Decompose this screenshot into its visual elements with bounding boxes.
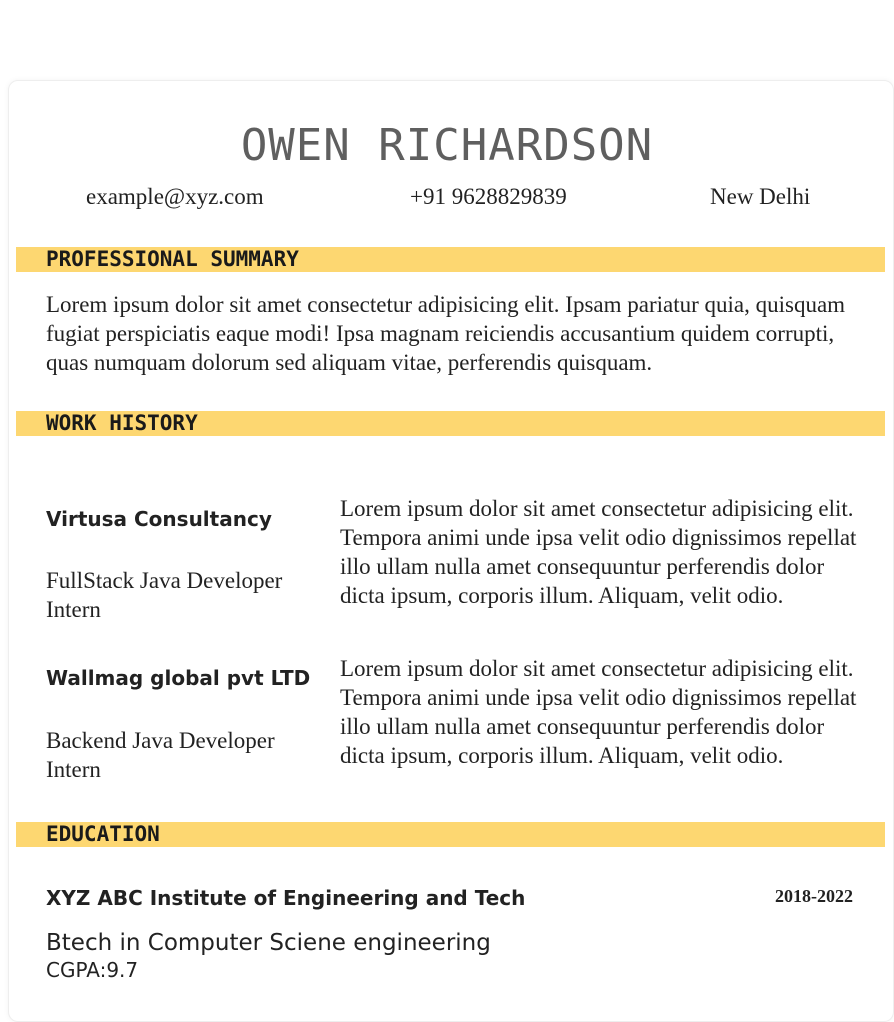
education-cgpa: CGPA:9.7 (46, 958, 139, 982)
section-header-summary: PROFESSIONAL SUMMARY (16, 247, 885, 272)
work-company: Wallmag global pvt LTD (46, 666, 311, 690)
section-header-education: EDUCATION (16, 822, 885, 847)
work-role: FullStack Java Developer Intern (46, 568, 283, 622)
summary-text: Lorem ipsum dolor sit amet consectetur adipisicing elit. Ipsam pariatur quia, quisquam fugiat perspiciatis eaque modi! Ipsa magnam reiciendis accusantium quidem corrupti, quas numquam dolorum sed aliquam vitae, perferendis quisquam. (46, 292, 846, 375)
work-description: Lorem ipsum dolor sit amet consectetur adipisicing elit. Tempora animi unde ipsa velit odio dignissimos repellat illo ullam nulla amet consequuntur perferendis dolor dicta ipsum, corporis illum. Aliquam, velit odio. (340, 656, 857, 768)
section-header-work: WORK HISTORY (16, 411, 885, 436)
education-institute: XYZ ABC Institute of Engineering and Tech (46, 886, 526, 910)
candidate-name: OWEN RICHARDSON (240, 120, 654, 171)
work-role: Backend Java Developer Intern (46, 728, 275, 782)
contact-location: New Delhi (710, 184, 811, 209)
contact-email: example@xyz.com (86, 184, 264, 209)
contact-phone: +91 9628829839 (410, 184, 567, 209)
education-degree: Btech in Computer Sciene engineering (46, 930, 491, 956)
work-company: Virtusa Consultancy (46, 507, 272, 531)
education-years: 2018-2022 (775, 886, 853, 906)
work-description: Lorem ipsum dolor sit amet consectetur adipisicing elit. Tempora animi unde ipsa velit odio dignissimos repellat illo ullam nulla amet consequuntur perferendis dolor dicta ipsum, corporis illum. Aliquam, velit odio. (340, 496, 857, 608)
